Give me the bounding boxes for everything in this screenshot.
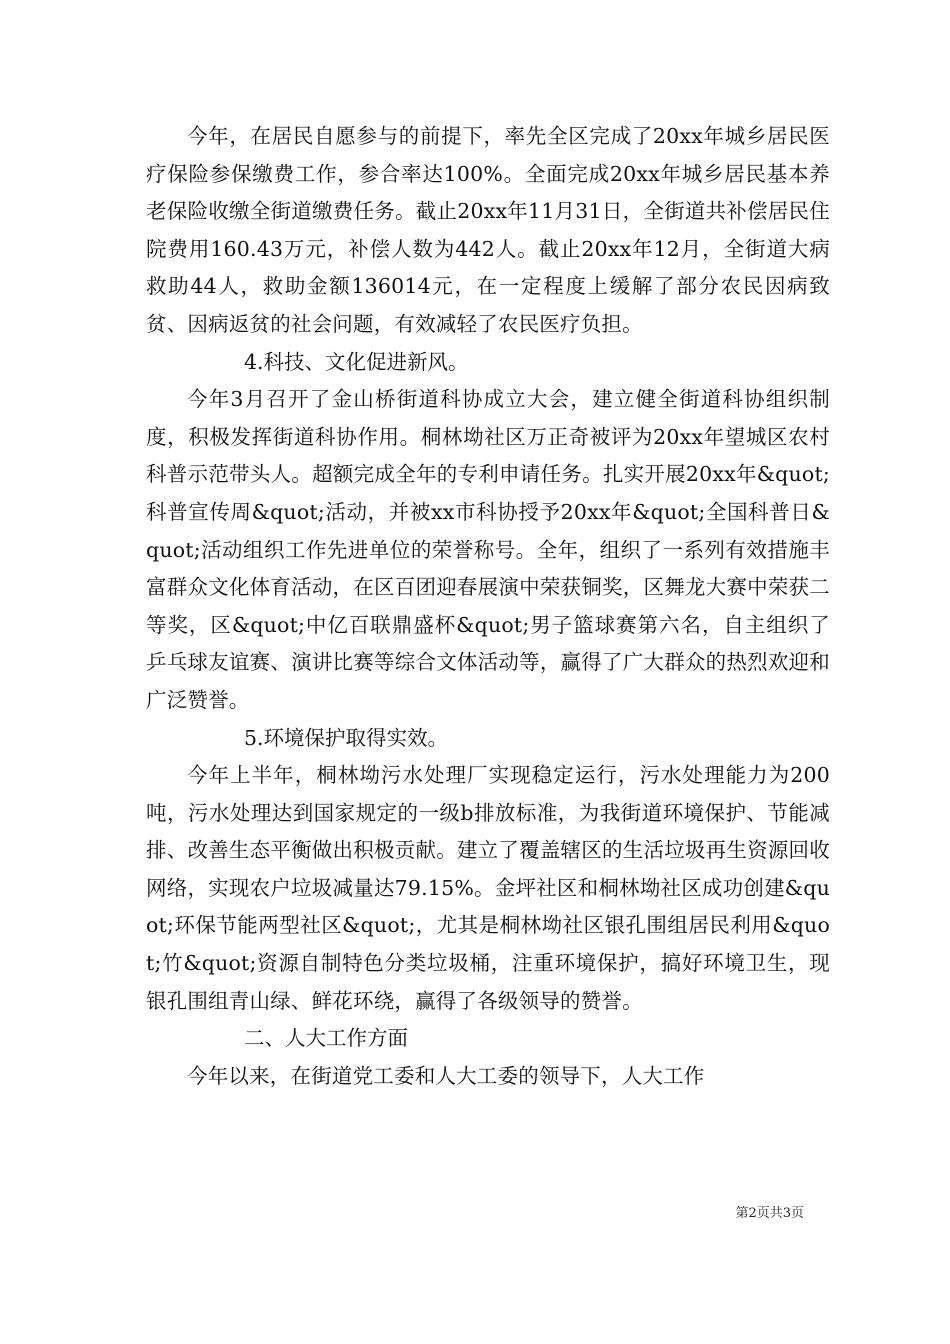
document-body	[146, 118, 830, 1095]
page-number-footer: 第2页共3页	[735, 1206, 804, 1221]
section-heading-npc-work: 二、人大工作方面	[244, 1026, 408, 1051]
paragraph-medical-insurance: 今年，在居民自愿参与的前提下，率先全区完成了20xx年城乡居民医疗保险参保缴费工作，参合率达100%。全面完成20xx年城乡居民基本养老保险收缴全街道缴费任务。截止20xx年11月31日，全街道共补偿居民住院费用160.43万元，补偿人数为442人。截止20xx年12月，全街道大病救助44人，救助金额136014元，在一定程度上缓解了部分农民因病致贫、因病返贫的社会问题，有效减轻了农民医疗负担。	[146, 124, 830, 336]
section-heading-environment: 5.环境保护取得实效。	[244, 725, 449, 750]
section-heading-science-culture: 4.科技、文化促进新风。	[244, 349, 469, 374]
paragraph-science-culture: 今年3月召开了金山桥街道科协成立大会，建立健全街道科协组织制度，积极发挥街道科协作用。桐林坳社区万正奇被评为20xx年望城区农村科普示范带头人。超额完成全年的专利申请任务。扎实开展20xx年&quot;科普宣传周&quot;活动，并被xx市科协授予20xx年&quot;全国科普日&quot;活动组织工作先进单位的荣誉称号。全年，组织了一系列有效措施丰富群众文化体育活动，在区百团迎春展演中荣获铜奖，区舞龙大赛中荣获二等奖，区&quot;中亿百联鼎盛杯&quot;男子篮球赛第六名，自主组织了乒乓球友谊赛、演讲比赛等综合文体活动等，赢得了广大群众的热烈欢迎和广泛赞誉。	[146, 387, 830, 712]
paragraph-npc-work: 今年以来，在街道党工委和人大工委的领导下，人大工作	[187, 1063, 705, 1088]
paragraph-environment: 今年上半年，桐林坳污水处理厂实现稳定运行，污水处理能力为200吨，污水处理达到国家规定的一级b排放标准，为我街道环境保护、节能减排、改善生态平衡做出积极贡献。建立了覆盖辖区的生活垃圾再生资源回收网络，实现农户垃圾减量达79.15%。金坪社区和桐林坳社区成功创建&quot;环保节能两型社区&quot;，尤其是桐林坳社区银孔围组居民利用&quot;竹&quot;资源自制特色分类垃圾桶，注重环境保护，搞好环境卫生，现银孔围组青山绿、鲜花环绕，赢得了各级领导的赞誉。	[146, 763, 830, 1013]
